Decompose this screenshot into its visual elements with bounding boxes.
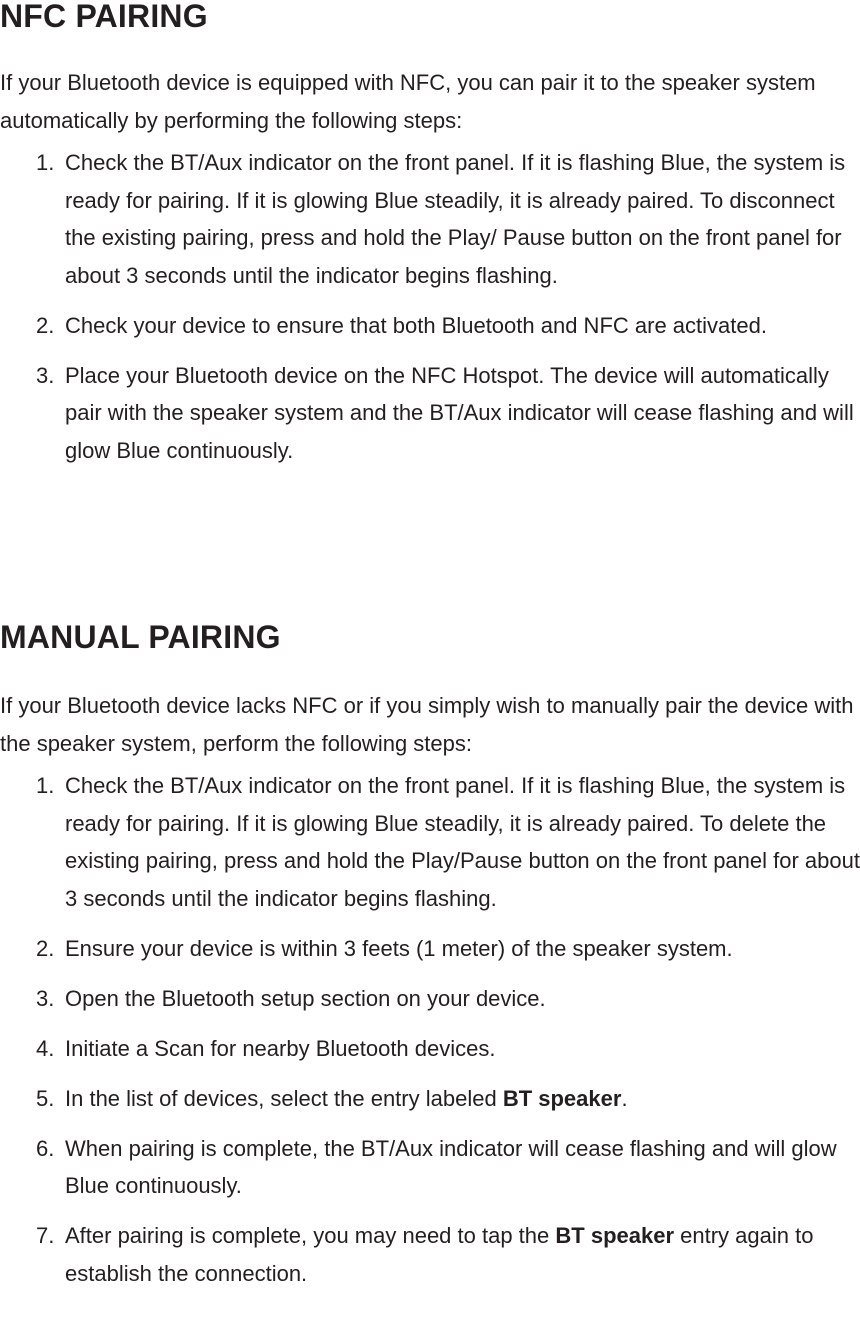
step-number: 6.: [36, 1135, 55, 1161]
step-number: 3.: [36, 985, 55, 1011]
manual-intro-text: If your Bluetooth device lacks NFC or if you simply wish to manually pair the device with the speaker system, perform the following steps:: [0, 693, 854, 756]
step-text: Check your device to ensure that both Bluetooth and NFC are activated.: [65, 312, 767, 338]
list-item: [0, 1130, 860, 1205]
nfc-pairing-section: [0, 0, 860, 482]
step-text: Open the Bluetooth setup section on your device.: [65, 985, 546, 1011]
step-text: Ensure your device is within 3 feets (1 meter) of the speaker system.: [65, 935, 733, 961]
step-text-after: entry again to establish the connection.: [65, 1223, 814, 1286]
manual-steps-list: [0, 767, 860, 1292]
bt-speaker-term: BT speaker: [502, 1085, 622, 1111]
nfc-intro-text: If your Bluetooth device is equipped with NFC, you can pair it to the speaker system automatically by performing the following steps:: [0, 70, 816, 133]
step-number: 1.: [36, 773, 55, 798]
step-text: When pairing is complete, the BT/Aux indicator will cease flashing and will glow Blue continuously.: [65, 1135, 837, 1198]
step-number: 1.: [36, 150, 55, 175]
list-item: [0, 930, 860, 968]
nfc-pairing-heading: NFC PAIRING: [0, 0, 208, 34]
bt-speaker-term: BT speaker: [555, 1223, 675, 1248]
step-number: 2.: [36, 312, 55, 338]
step-text: Initiate a Scan for nearby Bluetooth devices.: [65, 1035, 496, 1061]
list-item: [0, 357, 860, 470]
manual-pairing-section: [0, 621, 860, 1305]
list-item: [0, 1080, 860, 1118]
step-number: 2.: [36, 935, 55, 961]
nfc-steps-list: [0, 144, 860, 469]
list-item: [0, 1030, 860, 1068]
step-number: 3.: [36, 362, 55, 388]
step-text: Place your Bluetooth device on the NFC Hotspot. The device will automatically pair with the speaker system and the BT/Aux indicator will cease flashing and will glow Blue continuously.: [65, 362, 854, 463]
step-number: 5.: [36, 1085, 55, 1111]
step-text-after: .: [621, 1085, 628, 1111]
manual-pairing-heading: MANUAL PAIRING: [0, 619, 281, 655]
list-item: [0, 980, 860, 1018]
step-text-before: After pairing is complete, you may need to tap the: [65, 1223, 556, 1248]
list-item: [0, 767, 860, 917]
step-text: Check the BT/Aux indicator on the front panel. If it is flashing Blue, the system is ready for pairing. If it is glowing Blue steadily, it is already paired. To disconnect the existing pairing, press and hold the Play/ Pause button on the front panel for about 3 seconds until the indicator begins flashing.: [65, 150, 846, 288]
list-item: [0, 307, 860, 345]
step-text-before: In the list of devices, select the entry labeled: [65, 1085, 503, 1111]
step-text: Check the BT/Aux indicator on the front panel. If it is flashing Blue, the system is ready for pairing. If it is glowing Blue steadily, it is already paired. To delete the existing pairing, press and hold the Play/Pause button on the front panel for about 3 seconds until the indicator begins flashing.: [65, 773, 860, 911]
list-item: [0, 144, 860, 294]
step-number: 4.: [36, 1035, 55, 1061]
list-item: [0, 1217, 860, 1292]
step-number: 7.: [36, 1223, 55, 1248]
